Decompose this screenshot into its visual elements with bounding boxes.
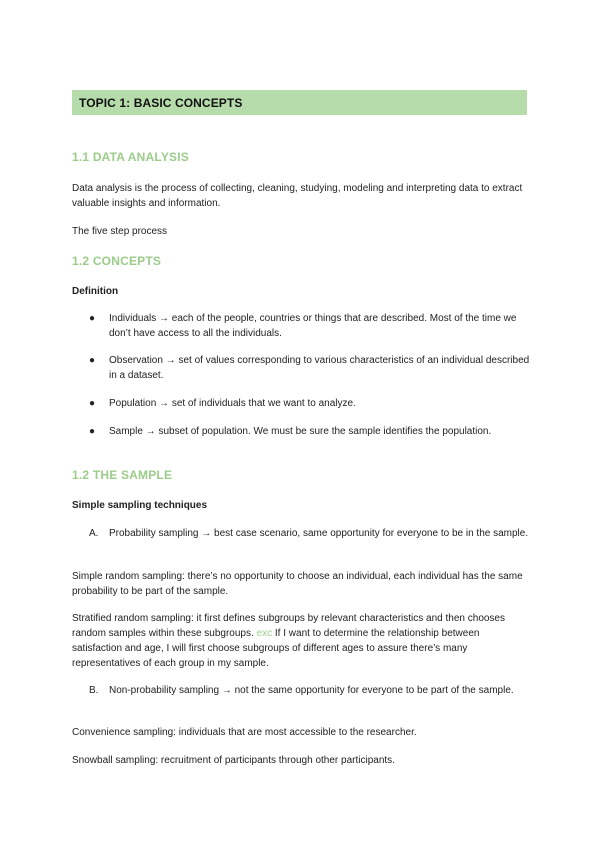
- topic-banner: [72, 90, 527, 115]
- topic-title: TOPIC 1: BASIC CONCEPTS: [79, 95, 243, 110]
- data-analysis-paragraph: Data analysis is the process of collecting, cleaning, studying, modeling and interpreting data to extract valuable insights and information.: [72, 183, 523, 209]
- bullet-icon: ●: [89, 313, 96, 324]
- stratified-paragraph: [72, 611, 532, 671]
- definition-label: Definition: [72, 286, 119, 297]
- list-marker-b: B.: [89, 685, 99, 696]
- convenience-paragraph: Convenience sampling: individuals that are most accessible to the researcher.: [72, 727, 417, 738]
- list-marker-a: A.: [89, 528, 99, 539]
- section-heading-data-analysis: 1.1 DATA ANALYSIS: [72, 150, 189, 164]
- snowball-paragraph: Snowball sampling: recruitment of participants through other participants.: [72, 755, 395, 766]
- probability-sampling-item: Probability sampling → best case scenario, same opportunity for everyone to be in the sample.: [109, 528, 529, 539]
- sampling-techniques-label: Simple sampling techniques: [72, 500, 208, 511]
- stratified-text: Stratified random sampling: it first defines subgroups by relevant characteristics and then chooses random samples within these subgroups.: [72, 613, 505, 639]
- stratified-example-text: If I want to determine the relationship between satisfaction and age, I will first choose subgroups of different ages to assure there’s many representatives of each group in my sample.: [72, 628, 480, 669]
- example-tag: exc: [256, 628, 273, 639]
- section-heading-concepts: 1.2 CONCEPTS: [72, 254, 162, 268]
- list-item-population: Population → set of individuals that we want to analyze.: [109, 398, 356, 409]
- bullet-icon: ●: [89, 398, 96, 409]
- section-heading-the-sample: 1.2 THE SAMPLE: [72, 468, 173, 482]
- non-probability-sampling-item: Non-probability sampling → not the same opportunity for everyone to be part of the sample.: [109, 685, 514, 696]
- simple-random-paragraph: Simple random sampling: there’s no opportunity to choose an individual, each individual has the same probability to be part of the sample.: [72, 571, 523, 597]
- five-step-text: The five step process: [72, 226, 168, 237]
- list-item-sample: Sample → subset of population. We must be sure the sample identifies the population.: [109, 426, 492, 437]
- bullet-icon: ●: [89, 355, 96, 366]
- list-item-observation: Observation → set of values corresponding to various characteristics of an individual described in a dataset.: [109, 355, 530, 381]
- list-item-individuals: Individuals → each of the people, countries or things that are described. Most of the time we don’t have access to all the individuals.: [109, 313, 517, 339]
- bullet-icon: ●: [89, 426, 96, 437]
